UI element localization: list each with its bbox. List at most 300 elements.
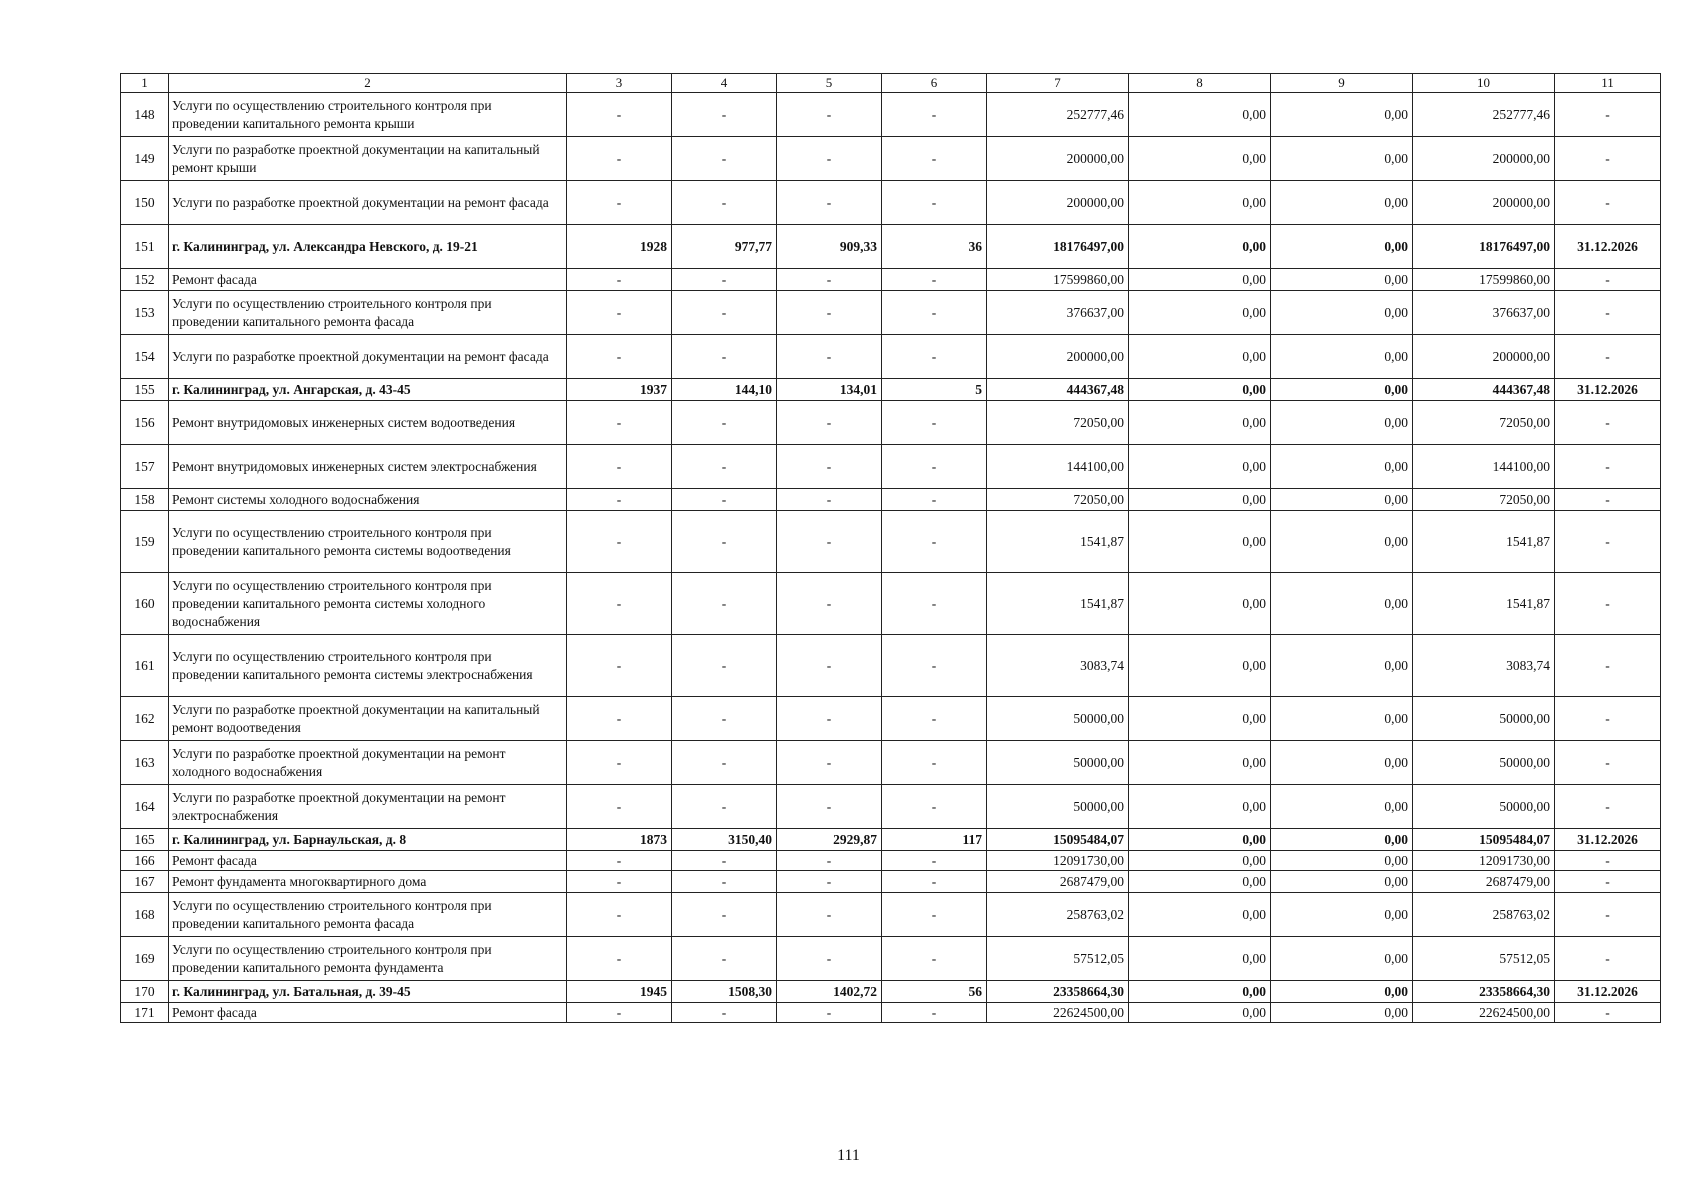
value-cell-c7: 50000,00	[987, 741, 1129, 785]
value-cell-c11: 31.12.2026	[1555, 829, 1661, 851]
value-cell-c8: 0,00	[1129, 851, 1271, 871]
description-cell: Ремонт фасада	[169, 1003, 567, 1023]
value-cell-c11: -	[1555, 937, 1661, 981]
value-cell-c9: 0,00	[1271, 181, 1413, 225]
value-cell-c11: -	[1555, 741, 1661, 785]
value-cell-c11: -	[1555, 785, 1661, 829]
row-number-cell: 160	[121, 573, 169, 635]
row-number-cell: 161	[121, 635, 169, 697]
description-cell: Услуги по разработке проектной документации на ремонт фасада	[169, 181, 567, 225]
value-cell-c6: 117	[882, 829, 987, 851]
value-cell-c10: 1541,87	[1413, 511, 1555, 573]
value-cell-c8: 0,00	[1129, 937, 1271, 981]
value-cell-c5: -	[777, 401, 882, 445]
description-cell: Услуги по осуществлению строительного контроля при проведении капитального ремонта фундамента	[169, 937, 567, 981]
value-cell-c9: 0,00	[1271, 1003, 1413, 1023]
header-cell: 7	[987, 74, 1129, 93]
row-number-cell: 168	[121, 893, 169, 937]
column-number-header-row	[121, 74, 1661, 93]
value-cell-c4: -	[672, 137, 777, 181]
value-cell-c4: -	[672, 741, 777, 785]
value-cell-c9: 0,00	[1271, 489, 1413, 511]
value-cell-c11: -	[1555, 335, 1661, 379]
value-cell-c5: -	[777, 137, 882, 181]
value-cell-c4: -	[672, 785, 777, 829]
value-cell-c9: 0,00	[1271, 741, 1413, 785]
value-cell-c9: 0,00	[1271, 291, 1413, 335]
value-cell-c5: 1402,72	[777, 981, 882, 1003]
value-cell-c6: -	[882, 893, 987, 937]
value-cell-c5: -	[777, 511, 882, 573]
table-row	[121, 93, 1661, 137]
value-cell-c3: -	[567, 137, 672, 181]
value-cell-c11: -	[1555, 573, 1661, 635]
value-cell-c5: -	[777, 181, 882, 225]
description-cell: г. Калининград, ул. Барнаульская, д. 8	[169, 829, 567, 851]
value-cell-c7: 200000,00	[987, 335, 1129, 379]
table-row	[121, 635, 1661, 697]
value-cell-c11: -	[1555, 489, 1661, 511]
value-cell-c8: 0,00	[1129, 181, 1271, 225]
table-row	[121, 181, 1661, 225]
value-cell-c6: -	[882, 335, 987, 379]
value-cell-c5: -	[777, 697, 882, 741]
description-cell: Услуги по разработке проектной документации на капитальный ремонт водоотведения	[169, 697, 567, 741]
header-cell: 1	[121, 74, 169, 93]
description-cell: Ремонт фундамента многоквартирного дома	[169, 871, 567, 893]
value-cell-c3: 1937	[567, 379, 672, 401]
header-cell: 9	[1271, 74, 1413, 93]
value-cell-c10: 17599860,00	[1413, 269, 1555, 291]
value-cell-c6: 56	[882, 981, 987, 1003]
value-cell-c8: 0,00	[1129, 93, 1271, 137]
row-number-cell: 167	[121, 871, 169, 893]
value-cell-c4: -	[672, 93, 777, 137]
value-cell-c6: -	[882, 635, 987, 697]
header-cell: 8	[1129, 74, 1271, 93]
value-cell-c10: 50000,00	[1413, 785, 1555, 829]
value-cell-c4: -	[672, 489, 777, 511]
table-row	[121, 697, 1661, 741]
value-cell-c5: 909,33	[777, 225, 882, 269]
value-cell-c4: -	[672, 269, 777, 291]
row-number-cell: 163	[121, 741, 169, 785]
value-cell-c5: -	[777, 893, 882, 937]
description-cell: Услуги по осуществлению строительного контроля при проведении капитального ремонта системы холодного водоснабжения	[169, 573, 567, 635]
value-cell-c5: -	[777, 635, 882, 697]
value-cell-c8: 0,00	[1129, 225, 1271, 269]
value-cell-c3: -	[567, 181, 672, 225]
value-cell-c4: -	[672, 511, 777, 573]
value-cell-c10: 72050,00	[1413, 401, 1555, 445]
header-cell: 4	[672, 74, 777, 93]
value-cell-c9: 0,00	[1271, 893, 1413, 937]
value-cell-c7: 200000,00	[987, 181, 1129, 225]
header-cell: 11	[1555, 74, 1661, 93]
description-cell: Ремонт фасада	[169, 851, 567, 871]
value-cell-c5: 2929,87	[777, 829, 882, 851]
description-cell: Услуги по разработке проектной документации на ремонт холодного водоснабжения	[169, 741, 567, 785]
value-cell-c3: -	[567, 335, 672, 379]
value-cell-c11: 31.12.2026	[1555, 225, 1661, 269]
value-cell-c7: 1541,87	[987, 511, 1129, 573]
table-row	[121, 379, 1661, 401]
table-row	[121, 937, 1661, 981]
value-cell-c5: -	[777, 1003, 882, 1023]
header-cell: 3	[567, 74, 672, 93]
header-cell: 10	[1413, 74, 1555, 93]
value-cell-c7: 15095484,07	[987, 829, 1129, 851]
value-cell-c4: 977,77	[672, 225, 777, 269]
value-cell-c5: -	[777, 93, 882, 137]
value-cell-c3: -	[567, 269, 672, 291]
value-cell-c5: -	[777, 269, 882, 291]
description-cell: Услуги по осуществлению строительного контроля при проведении капитального ремонта системы электроснабжения	[169, 635, 567, 697]
value-cell-c7: 444367,48	[987, 379, 1129, 401]
value-cell-c6: -	[882, 851, 987, 871]
value-cell-c10: 252777,46	[1413, 93, 1555, 137]
value-cell-c3: -	[567, 573, 672, 635]
value-cell-c11: -	[1555, 851, 1661, 871]
value-cell-c11: -	[1555, 93, 1661, 137]
table-row	[121, 893, 1661, 937]
value-cell-c4: -	[672, 937, 777, 981]
value-cell-c3: -	[567, 785, 672, 829]
value-cell-c3: -	[567, 871, 672, 893]
description-cell: Услуги по разработке проектной документации на ремонт фасада	[169, 335, 567, 379]
value-cell-c4: 3150,40	[672, 829, 777, 851]
value-cell-c6: -	[882, 269, 987, 291]
row-number-cell: 166	[121, 851, 169, 871]
value-cell-c10: 15095484,07	[1413, 829, 1555, 851]
value-cell-c5: -	[777, 335, 882, 379]
value-cell-c9: 0,00	[1271, 635, 1413, 697]
table-row	[121, 511, 1661, 573]
value-cell-c3: 1873	[567, 829, 672, 851]
row-number-cell: 170	[121, 981, 169, 1003]
value-cell-c3: -	[567, 741, 672, 785]
value-cell-c9: 0,00	[1271, 445, 1413, 489]
row-number-cell: 153	[121, 291, 169, 335]
value-cell-c9: 0,00	[1271, 871, 1413, 893]
row-number-cell: 156	[121, 401, 169, 445]
description-cell: Услуги по разработке проектной документации на капитальный ремонт крыши	[169, 137, 567, 181]
value-cell-c11: -	[1555, 269, 1661, 291]
table-row	[121, 981, 1661, 1003]
value-cell-c10: 200000,00	[1413, 137, 1555, 181]
value-cell-c4: -	[672, 893, 777, 937]
table-row	[121, 225, 1661, 269]
table-row	[121, 269, 1661, 291]
value-cell-c8: 0,00	[1129, 335, 1271, 379]
row-number-cell: 165	[121, 829, 169, 851]
table-row	[121, 137, 1661, 181]
housing-repair-table	[120, 73, 1661, 1023]
value-cell-c7: 57512,05	[987, 937, 1129, 981]
description-cell: Ремонт фасада	[169, 269, 567, 291]
header-cell: 6	[882, 74, 987, 93]
value-cell-c3: -	[567, 291, 672, 335]
value-cell-c7: 72050,00	[987, 489, 1129, 511]
value-cell-c8: 0,00	[1129, 697, 1271, 741]
value-cell-c3: -	[567, 445, 672, 489]
value-cell-c6: -	[882, 445, 987, 489]
value-cell-c8: 0,00	[1129, 635, 1271, 697]
value-cell-c8: 0,00	[1129, 1003, 1271, 1023]
value-cell-c6: -	[882, 291, 987, 335]
value-cell-c7: 22624500,00	[987, 1003, 1129, 1023]
row-number-cell: 164	[121, 785, 169, 829]
value-cell-c9: 0,00	[1271, 851, 1413, 871]
header-cell: 2	[169, 74, 567, 93]
value-cell-c7: 18176497,00	[987, 225, 1129, 269]
value-cell-c8: 0,00	[1129, 379, 1271, 401]
page-number: 111	[837, 1147, 860, 1164]
value-cell-c8: 0,00	[1129, 785, 1271, 829]
value-cell-c11: -	[1555, 1003, 1661, 1023]
value-cell-c4: -	[672, 291, 777, 335]
value-cell-c11: -	[1555, 871, 1661, 893]
value-cell-c6: -	[882, 137, 987, 181]
row-number-cell: 169	[121, 937, 169, 981]
value-cell-c10: 444367,48	[1413, 379, 1555, 401]
value-cell-c6: 36	[882, 225, 987, 269]
table-row	[121, 829, 1661, 851]
value-cell-c4: -	[672, 401, 777, 445]
value-cell-c3: -	[567, 401, 672, 445]
value-cell-c10: 50000,00	[1413, 741, 1555, 785]
value-cell-c5: -	[777, 489, 882, 511]
value-cell-c6: -	[882, 93, 987, 137]
value-cell-c9: 0,00	[1271, 335, 1413, 379]
value-cell-c4: -	[672, 181, 777, 225]
table-row	[121, 401, 1661, 445]
value-cell-c9: 0,00	[1271, 829, 1413, 851]
value-cell-c9: 0,00	[1271, 379, 1413, 401]
value-cell-c6: -	[882, 489, 987, 511]
value-cell-c11: -	[1555, 291, 1661, 335]
value-cell-c6: -	[882, 871, 987, 893]
row-number-cell: 171	[121, 1003, 169, 1023]
value-cell-c7: 252777,46	[987, 93, 1129, 137]
value-cell-c5: -	[777, 785, 882, 829]
value-cell-c10: 72050,00	[1413, 489, 1555, 511]
description-cell: Услуги по осуществлению строительного контроля при проведении капитального ремонта крыши	[169, 93, 567, 137]
value-cell-c3: -	[567, 851, 672, 871]
value-cell-c10: 18176497,00	[1413, 225, 1555, 269]
value-cell-c7: 1541,87	[987, 573, 1129, 635]
value-cell-c10: 200000,00	[1413, 335, 1555, 379]
value-cell-c11: -	[1555, 137, 1661, 181]
value-cell-c7: 50000,00	[987, 697, 1129, 741]
value-cell-c5: -	[777, 871, 882, 893]
row-number-cell: 151	[121, 225, 169, 269]
value-cell-c10: 57512,05	[1413, 937, 1555, 981]
value-cell-c3: -	[567, 489, 672, 511]
description-cell: Услуги по осуществлению строительного контроля при проведении капитального ремонта фасада	[169, 291, 567, 335]
value-cell-c4: -	[672, 445, 777, 489]
value-cell-c9: 0,00	[1271, 785, 1413, 829]
value-cell-c10: 376637,00	[1413, 291, 1555, 335]
value-cell-c11: -	[1555, 511, 1661, 573]
value-cell-c10: 144100,00	[1413, 445, 1555, 489]
value-cell-c7: 12091730,00	[987, 851, 1129, 871]
table-row	[121, 1003, 1661, 1023]
table-row	[121, 489, 1661, 511]
row-number-cell: 148	[121, 93, 169, 137]
value-cell-c10: 22624500,00	[1413, 1003, 1555, 1023]
value-cell-c10: 2687479,00	[1413, 871, 1555, 893]
value-cell-c7: 144100,00	[987, 445, 1129, 489]
value-cell-c8: 0,00	[1129, 489, 1271, 511]
value-cell-c7: 72050,00	[987, 401, 1129, 445]
description-cell: Услуги по осуществлению строительного контроля при проведении капитального ремонта фасада	[169, 893, 567, 937]
value-cell-c3: -	[567, 93, 672, 137]
value-cell-c6: -	[882, 785, 987, 829]
value-cell-c7: 3083,74	[987, 635, 1129, 697]
row-number-cell: 150	[121, 181, 169, 225]
value-cell-c8: 0,00	[1129, 291, 1271, 335]
value-cell-c4: -	[672, 697, 777, 741]
value-cell-c10: 12091730,00	[1413, 851, 1555, 871]
value-cell-c9: 0,00	[1271, 937, 1413, 981]
value-cell-c11: 31.12.2026	[1555, 981, 1661, 1003]
table-row	[121, 291, 1661, 335]
value-cell-c8: 0,00	[1129, 981, 1271, 1003]
value-cell-c7: 258763,02	[987, 893, 1129, 937]
value-cell-c6: -	[882, 181, 987, 225]
value-cell-c11: 31.12.2026	[1555, 379, 1661, 401]
value-cell-c5: -	[777, 851, 882, 871]
value-cell-c4: -	[672, 335, 777, 379]
value-cell-c10: 50000,00	[1413, 697, 1555, 741]
value-cell-c10: 3083,74	[1413, 635, 1555, 697]
value-cell-c8: 0,00	[1129, 573, 1271, 635]
value-cell-c4: -	[672, 573, 777, 635]
value-cell-c5: -	[777, 937, 882, 981]
value-cell-c6: -	[882, 1003, 987, 1023]
value-cell-c11: -	[1555, 401, 1661, 445]
value-cell-c4: 1508,30	[672, 981, 777, 1003]
value-cell-c3: -	[567, 893, 672, 937]
table-row	[121, 851, 1661, 871]
row-number-cell: 159	[121, 511, 169, 573]
value-cell-c6: -	[882, 573, 987, 635]
value-cell-c5: 134,01	[777, 379, 882, 401]
table-row	[121, 871, 1661, 893]
value-cell-c8: 0,00	[1129, 829, 1271, 851]
table-row	[121, 573, 1661, 635]
value-cell-c9: 0,00	[1271, 225, 1413, 269]
value-cell-c3: -	[567, 635, 672, 697]
table-row	[121, 335, 1661, 379]
row-number-cell: 154	[121, 335, 169, 379]
value-cell-c8: 0,00	[1129, 871, 1271, 893]
value-cell-c8: 0,00	[1129, 137, 1271, 181]
value-cell-c4: -	[672, 1003, 777, 1023]
table-row	[121, 741, 1661, 785]
value-cell-c7: 23358664,30	[987, 981, 1129, 1003]
value-cell-c8: 0,00	[1129, 401, 1271, 445]
value-cell-c10: 1541,87	[1413, 573, 1555, 635]
value-cell-c11: -	[1555, 181, 1661, 225]
description-cell: Услуги по разработке проектной документации на ремонт электроснабжения	[169, 785, 567, 829]
row-number-cell: 152	[121, 269, 169, 291]
value-cell-c7: 376637,00	[987, 291, 1129, 335]
value-cell-c4: -	[672, 635, 777, 697]
value-cell-c9: 0,00	[1271, 981, 1413, 1003]
value-cell-c4: 144,10	[672, 379, 777, 401]
value-cell-c8: 0,00	[1129, 741, 1271, 785]
value-cell-c6: -	[882, 741, 987, 785]
description-cell: г. Калининград, ул. Александра Невского, д. 19-21	[169, 225, 567, 269]
value-cell-c3: -	[567, 697, 672, 741]
table-body	[121, 93, 1661, 1023]
row-number-cell: 162	[121, 697, 169, 741]
value-cell-c8: 0,00	[1129, 269, 1271, 291]
value-cell-c3: -	[567, 937, 672, 981]
value-cell-c7: 17599860,00	[987, 269, 1129, 291]
value-cell-c5: -	[777, 291, 882, 335]
value-cell-c8: 0,00	[1129, 445, 1271, 489]
table-row	[121, 445, 1661, 489]
value-cell-c10: 258763,02	[1413, 893, 1555, 937]
value-cell-c4: -	[672, 871, 777, 893]
value-cell-c4: -	[672, 851, 777, 871]
header-cell: 5	[777, 74, 882, 93]
value-cell-c3: -	[567, 1003, 672, 1023]
row-number-cell: 149	[121, 137, 169, 181]
value-cell-c9: 0,00	[1271, 137, 1413, 181]
value-cell-c3: 1945	[567, 981, 672, 1003]
value-cell-c9: 0,00	[1271, 573, 1413, 635]
row-number-cell: 158	[121, 489, 169, 511]
value-cell-c9: 0,00	[1271, 401, 1413, 445]
description-cell: Ремонт внутридомовых инженерных систем электроснабжения	[169, 445, 567, 489]
description-cell: г. Калининград, ул. Ангарская, д. 43-45	[169, 379, 567, 401]
value-cell-c8: 0,00	[1129, 893, 1271, 937]
value-cell-c10: 200000,00	[1413, 181, 1555, 225]
value-cell-c6: -	[882, 401, 987, 445]
value-cell-c10: 23358664,30	[1413, 981, 1555, 1003]
table-row	[121, 785, 1661, 829]
value-cell-c7: 50000,00	[987, 785, 1129, 829]
description-cell: Ремонт системы холодного водоснабжения	[169, 489, 567, 511]
row-number-cell: 157	[121, 445, 169, 489]
description-cell: г. Калининград, ул. Батальная, д. 39-45	[169, 981, 567, 1003]
value-cell-c6: 5	[882, 379, 987, 401]
value-cell-c9: 0,00	[1271, 93, 1413, 137]
value-cell-c9: 0,00	[1271, 269, 1413, 291]
value-cell-c11: -	[1555, 893, 1661, 937]
row-number-cell: 155	[121, 379, 169, 401]
description-cell: Услуги по осуществлению строительного контроля при проведении капитального ремонта системы водоотведения	[169, 511, 567, 573]
value-cell-c8: 0,00	[1129, 511, 1271, 573]
value-cell-c6: -	[882, 511, 987, 573]
value-cell-c5: -	[777, 445, 882, 489]
value-cell-c6: -	[882, 937, 987, 981]
value-cell-c9: 0,00	[1271, 511, 1413, 573]
description-cell: Ремонт внутридомовых инженерных систем водоотведения	[169, 401, 567, 445]
value-cell-c11: -	[1555, 697, 1661, 741]
value-cell-c3: 1928	[567, 225, 672, 269]
value-cell-c7: 2687479,00	[987, 871, 1129, 893]
value-cell-c11: -	[1555, 445, 1661, 489]
value-cell-c3: -	[567, 511, 672, 573]
value-cell-c5: -	[777, 741, 882, 785]
value-cell-c5: -	[777, 573, 882, 635]
value-cell-c11: -	[1555, 635, 1661, 697]
